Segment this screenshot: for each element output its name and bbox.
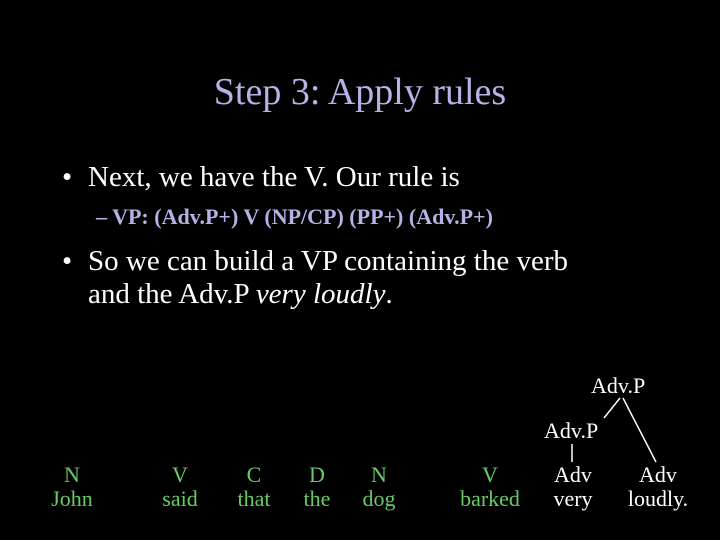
bullet-continuation [62, 278, 568, 311]
node-category: V [482, 462, 498, 487]
tree-node-very [538, 463, 608, 511]
node-category: Adv [639, 462, 677, 487]
bullet-text-prefix: and the Adv.P [88, 278, 256, 310]
bullet-item-1 [62, 161, 460, 194]
node-word: barked [460, 486, 520, 511]
node-word: loudly. [627, 486, 689, 511]
sub-bullet-marker: – [96, 204, 107, 229]
node-word: the [303, 486, 331, 511]
tree-node-barked [448, 463, 532, 511]
node-category: N [64, 462, 80, 487]
bullet-text-suffix: . [385, 278, 393, 310]
node-category: V [172, 462, 188, 487]
tree-node-loudly [616, 463, 700, 511]
upper-advp-label: Adv.P [591, 373, 646, 398]
node-word: very [553, 486, 593, 511]
node-word: John [51, 486, 93, 511]
branch-upper-to-loudly [623, 398, 656, 462]
branch-upper-to-lower-advp [604, 398, 620, 418]
bullet-text: Next, we have the V. Our rule is [88, 161, 460, 193]
bullet-text-italic: very loudly [255, 278, 386, 310]
node-word: dog [362, 486, 396, 511]
sub-bullet-rule [96, 204, 493, 230]
lower-advp-label: Adv.P [544, 418, 599, 443]
bullet-marker: • [62, 161, 73, 193]
node-category: Adv [554, 462, 592, 487]
bullet-text: So we can build a VP containing the verb [88, 245, 569, 277]
tree-node-dog [347, 463, 411, 511]
node-category: N [371, 462, 387, 487]
sub-bullet-text: VP: (Adv.P+) V (NP/CP) (PP+) (Adv.P+) [112, 204, 493, 229]
tree-node-that [222, 463, 286, 511]
tree-node-the [285, 463, 349, 511]
tree-node-john [40, 463, 104, 511]
slide-title: Step 3: Apply rules [213, 71, 507, 113]
node-category: C [246, 462, 262, 487]
tree-node-said [148, 463, 212, 511]
bullet-marker: • [62, 245, 73, 277]
node-category: D [309, 462, 325, 487]
bullet-item-2 [62, 245, 568, 311]
node-word: that [237, 486, 271, 511]
node-word: said [162, 486, 198, 511]
